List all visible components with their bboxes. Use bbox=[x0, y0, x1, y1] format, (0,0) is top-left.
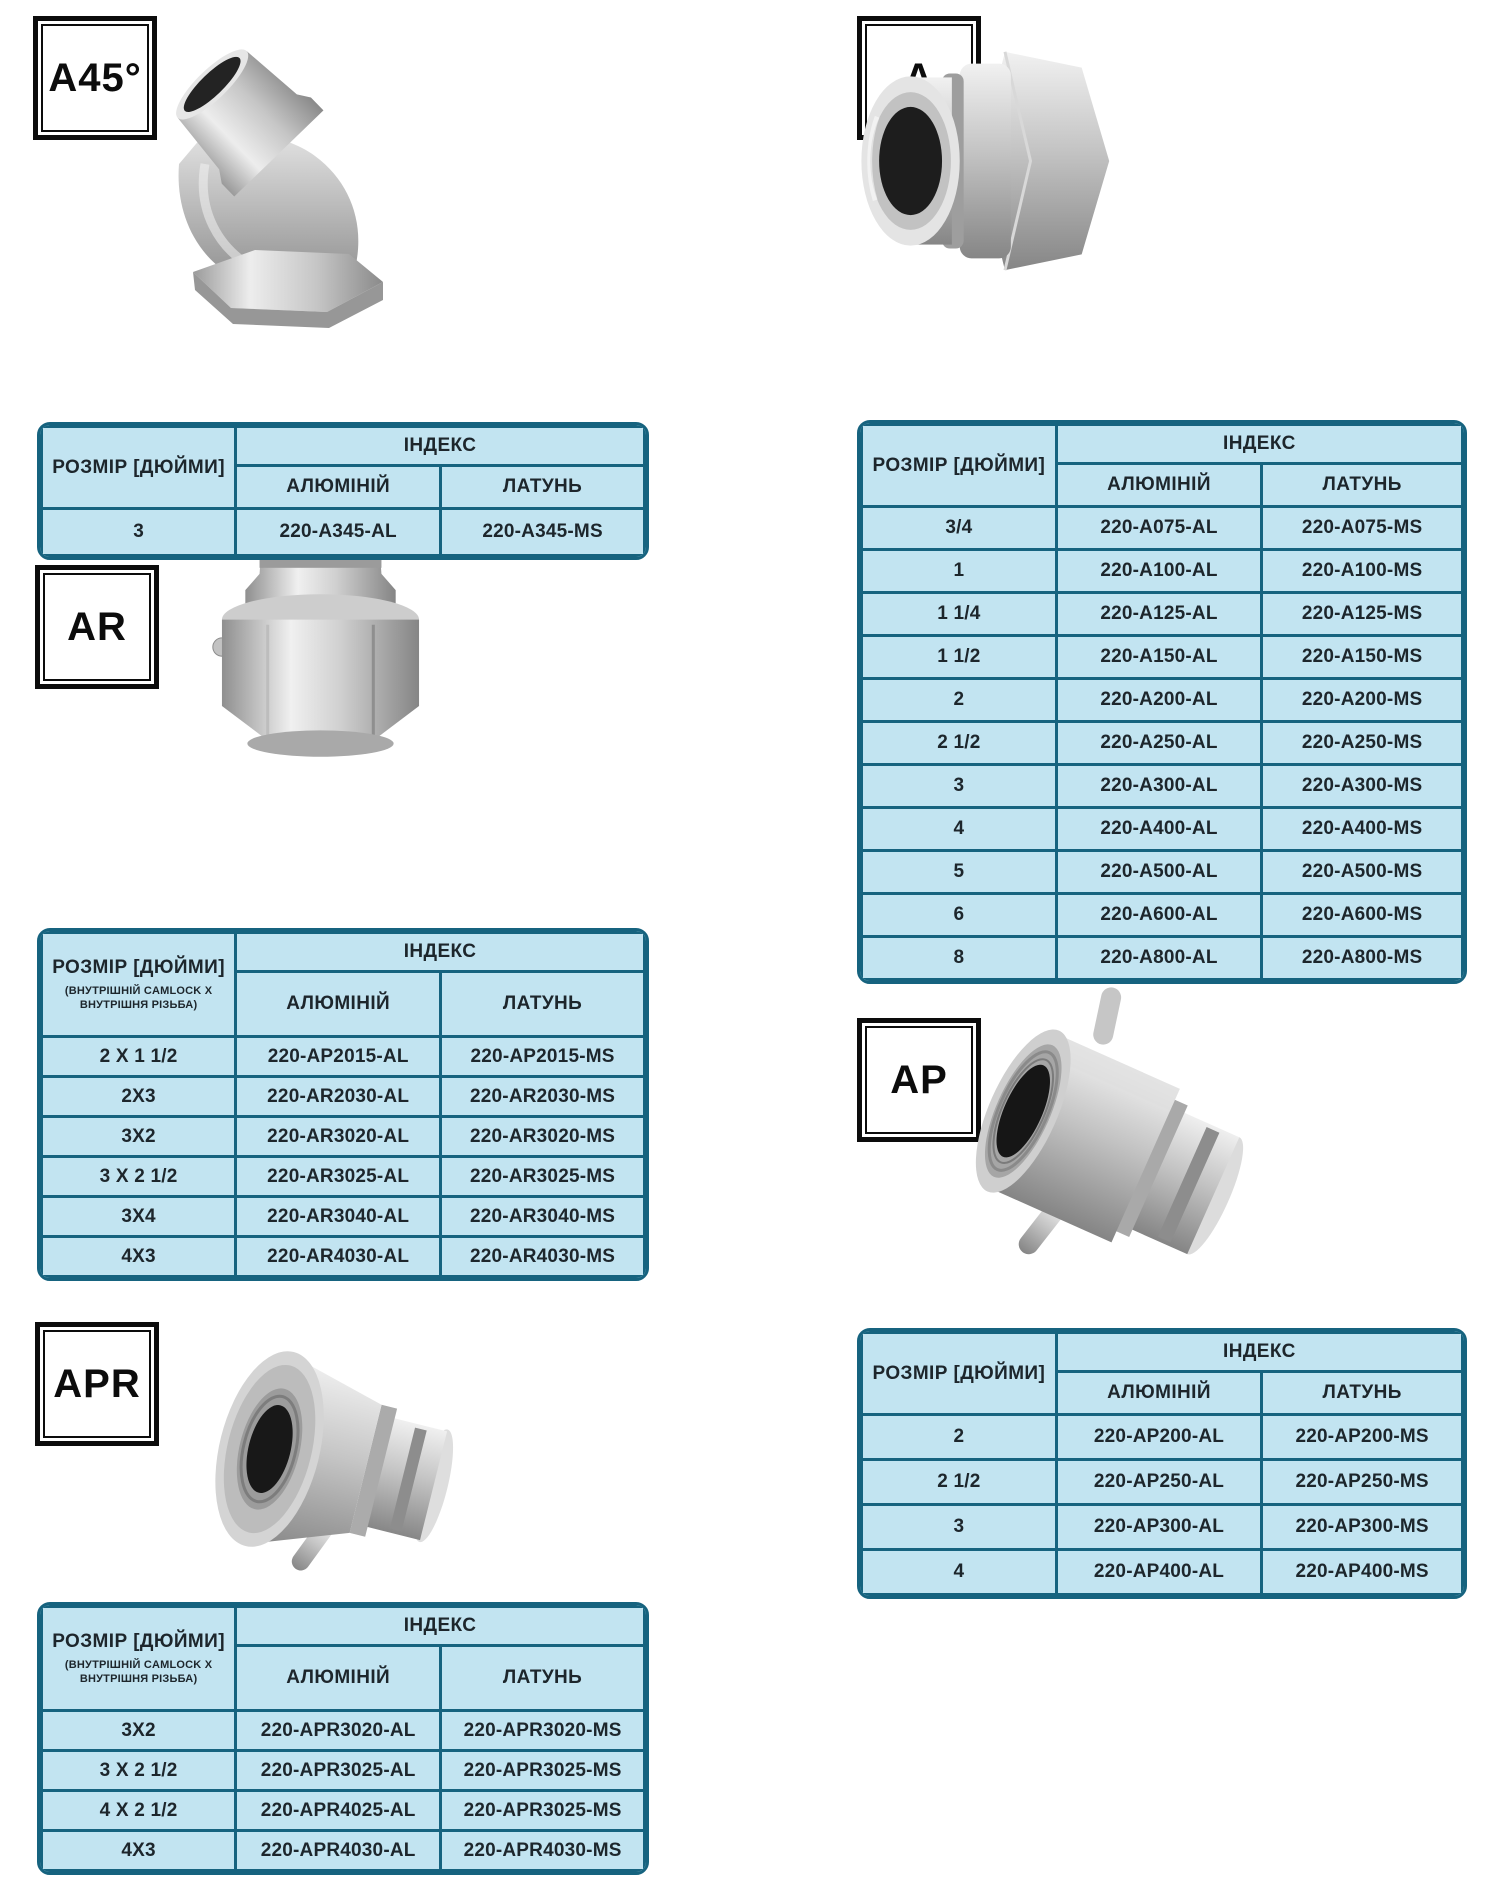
size-cell: 2 bbox=[862, 1415, 1057, 1460]
brass-header: ЛАТУНЬ bbox=[1262, 1372, 1463, 1415]
aluminium-code-cell: 220-A125-AL bbox=[1056, 593, 1262, 636]
size-cell: 3/4 bbox=[862, 507, 1057, 550]
aluminium-code-cell: 220-AR4030-AL bbox=[236, 1237, 441, 1277]
table-body bbox=[42, 509, 645, 556]
aluminium-code-cell: 220-A100-AL bbox=[1056, 550, 1262, 593]
brass-code-cell: 220-AR3020-MS bbox=[441, 1117, 645, 1157]
size-cell: 4 X 2 1/2 bbox=[42, 1791, 236, 1831]
size-header: РОЗМІР [ДЮЙМИ] bbox=[862, 425, 1057, 507]
aluminium-code-cell: 220-A500-AL bbox=[1056, 851, 1262, 894]
aluminium-code-cell: 220-A600-AL bbox=[1056, 894, 1262, 937]
ap-adapter-product-photo bbox=[948, 986, 1308, 1336]
apr-adapter-product-photo bbox=[172, 1312, 507, 1627]
a-index-table bbox=[857, 420, 1467, 984]
ap-index-table bbox=[857, 1328, 1467, 1599]
brass-code-cell: 220-AR3040-MS bbox=[441, 1197, 645, 1237]
table-row bbox=[42, 1117, 645, 1157]
size-cell: 1 1/2 bbox=[862, 636, 1057, 679]
size-cell: 1 bbox=[862, 550, 1057, 593]
table-row bbox=[862, 851, 1463, 894]
aluminium-code-cell: 220-A800-AL bbox=[1056, 937, 1262, 980]
table-row bbox=[42, 1751, 645, 1791]
size-cell: 2 bbox=[862, 679, 1057, 722]
aluminium-header: АЛЮМІНІЙ bbox=[236, 1646, 441, 1711]
aluminium-code-cell: 220-AR3020-AL bbox=[236, 1117, 441, 1157]
table-row bbox=[862, 550, 1463, 593]
aluminium-code-cell: 220-A150-AL bbox=[1056, 636, 1262, 679]
size-header: РОЗМІР [ДЮЙМИ] (ВНУТРІШНІЙ CAMLOCK X ВНУТРІШНЯ РІЗЬБА) bbox=[42, 1607, 236, 1711]
brass-code-cell: 220-A200-MS bbox=[1262, 679, 1463, 722]
table-row bbox=[862, 507, 1463, 550]
size-cell: 4 bbox=[862, 1550, 1057, 1595]
table-body bbox=[42, 1711, 645, 1871]
brass-code-cell: 220-AP250-MS bbox=[1262, 1460, 1463, 1505]
size-cell: 5 bbox=[862, 851, 1057, 894]
tag-label-apr: APR bbox=[53, 1361, 141, 1406]
tag-box-ar bbox=[35, 565, 159, 689]
brass-code-cell: 220-AR4030-MS bbox=[441, 1237, 645, 1277]
aluminium-code-cell: 220-A075-AL bbox=[1056, 507, 1262, 550]
brass-code-cell: 220-AP300-MS bbox=[1262, 1505, 1463, 1550]
table-row bbox=[862, 1460, 1463, 1505]
brass-code-cell: 220-APR3025-MS bbox=[441, 1791, 645, 1831]
brass-code-cell: 220-A400-MS bbox=[1262, 808, 1463, 851]
size-cell: 3 X 2 1/2 bbox=[42, 1751, 236, 1791]
table-row bbox=[862, 1550, 1463, 1595]
brass-code-cell: 220-APR4030-MS bbox=[441, 1831, 645, 1871]
brass-code-cell: 220-A300-MS bbox=[1262, 765, 1463, 808]
brass-code-cell: 220-AP400-MS bbox=[1262, 1550, 1463, 1595]
size-cell: 4X3 bbox=[42, 1831, 236, 1871]
size-cell: 2 X 1 1/2 bbox=[42, 1037, 236, 1077]
table-row bbox=[862, 593, 1463, 636]
table-row bbox=[862, 1505, 1463, 1550]
index-header: ІНДЕКС bbox=[236, 933, 645, 972]
brass-code-cell: 220-A075-MS bbox=[1262, 507, 1463, 550]
table-row bbox=[862, 722, 1463, 765]
brass-code-cell: 220-A600-MS bbox=[1262, 894, 1463, 937]
brass-code-cell: 220-A125-MS bbox=[1262, 593, 1463, 636]
aluminium-code-cell: 220-AR3040-AL bbox=[236, 1197, 441, 1237]
aluminium-code-cell: 220-APR3020-AL bbox=[236, 1711, 441, 1751]
a-adapter-product-photo bbox=[826, 16, 1121, 306]
table-row bbox=[42, 1791, 645, 1831]
a45-elbow-product-photo bbox=[135, 14, 400, 334]
table-row bbox=[42, 1197, 645, 1237]
brass-code-cell: 220-AR3025-MS bbox=[441, 1157, 645, 1197]
aluminium-code-cell: 220-APR4025-AL bbox=[236, 1791, 441, 1831]
brass-header: ЛАТУНЬ bbox=[1262, 464, 1463, 507]
size-header-note: (ВНУТРІШНІЙ CAMLOCK X ВНУТРІШНЯ РІЗЬБА) bbox=[64, 1658, 213, 1685]
aluminium-code-cell: 220-AP250-AL bbox=[1056, 1460, 1262, 1505]
size-cell: 3 bbox=[42, 509, 236, 556]
table-row bbox=[862, 679, 1463, 722]
aluminium-code-cell: 220-A400-AL bbox=[1056, 808, 1262, 851]
table-row bbox=[42, 1711, 645, 1751]
aluminium-header: АЛЮМІНІЙ bbox=[236, 972, 441, 1037]
table-row bbox=[42, 1077, 645, 1117]
size-header-note: (ВНУТРІШНІЙ CAMLOCK X ВНУТРІШНЯ РІЗЬБА) bbox=[64, 984, 213, 1011]
size-cell: 3X2 bbox=[42, 1117, 236, 1157]
brass-code-cell: 220-AR2030-MS bbox=[441, 1077, 645, 1117]
aluminium-code-cell: 220-AP2015-AL bbox=[236, 1037, 441, 1077]
table-row bbox=[42, 1157, 645, 1197]
aluminium-header: АЛЮМІНІЙ bbox=[1056, 464, 1262, 507]
aluminium-code-cell: 220-APR3025-AL bbox=[236, 1751, 441, 1791]
table-body bbox=[862, 507, 1463, 980]
size-cell: 1 1/4 bbox=[862, 593, 1057, 636]
aluminium-code-cell: 220-AR2030-AL bbox=[236, 1077, 441, 1117]
aluminium-code-cell: 220-A250-AL bbox=[1056, 722, 1262, 765]
aluminium-code-cell: 220-A200-AL bbox=[1056, 679, 1262, 722]
brass-code-cell: 220-APR3020-MS bbox=[441, 1711, 645, 1751]
table-body bbox=[42, 1037, 645, 1277]
brass-code-cell: 220-A800-MS bbox=[1262, 937, 1463, 980]
size-cell: 4 bbox=[862, 808, 1057, 851]
aluminium-code-cell: 220-A345-AL bbox=[236, 509, 441, 556]
tag-label-ap: AP bbox=[890, 1057, 948, 1102]
index-header: ІНДЕКС bbox=[1056, 1333, 1462, 1372]
brass-code-cell: 220-A100-MS bbox=[1262, 550, 1463, 593]
size-cell: 3 bbox=[862, 765, 1057, 808]
brass-header: ЛАТУНЬ bbox=[441, 466, 645, 509]
aluminium-header: АЛЮМІНІЙ bbox=[1056, 1372, 1262, 1415]
table-row bbox=[862, 1415, 1463, 1460]
table-row bbox=[862, 894, 1463, 937]
size-cell: 2 1/2 bbox=[862, 1460, 1057, 1505]
size-cell: 3X4 bbox=[42, 1197, 236, 1237]
table-row bbox=[42, 509, 645, 556]
apr-index-table bbox=[37, 1602, 649, 1875]
tag-label-ar: AR bbox=[67, 604, 127, 649]
brass-code-cell: 220-AP2015-MS bbox=[441, 1037, 645, 1077]
aluminium-header: АЛЮМІНІЙ bbox=[236, 466, 441, 509]
table-row bbox=[862, 937, 1463, 980]
aluminium-code-cell: 220-A300-AL bbox=[1056, 765, 1262, 808]
index-header: ІНДЕКС bbox=[236, 1607, 645, 1646]
tag-label-a45: A45° bbox=[48, 55, 142, 100]
table-row bbox=[42, 1237, 645, 1277]
size-cell: 8 bbox=[862, 937, 1057, 980]
aluminium-code-cell: 220-AP300-AL bbox=[1056, 1505, 1262, 1550]
ar-index-table bbox=[37, 928, 649, 1281]
table-row bbox=[42, 1831, 645, 1871]
brass-code-cell: 220-A250-MS bbox=[1262, 722, 1463, 765]
size-header: РОЗМІР [ДЮЙМИ] (ВНУТРІШНІЙ CAMLOCK X ВНУТРІШНЯ РІЗЬБА) bbox=[42, 933, 236, 1037]
index-header: ІНДЕКС bbox=[1056, 425, 1462, 464]
size-header: РОЗМІР [ДЮЙМИ] bbox=[42, 427, 236, 509]
size-header: РОЗМІР [ДЮЙМИ] bbox=[862, 1333, 1057, 1415]
brass-code-cell: 220-A345-MS bbox=[441, 509, 645, 556]
size-cell: 4X3 bbox=[42, 1237, 236, 1277]
brass-header: ЛАТУНЬ bbox=[441, 1646, 645, 1711]
tag-box-apr bbox=[35, 1322, 159, 1446]
size-cell: 3X2 bbox=[42, 1711, 236, 1751]
size-cell: 2X3 bbox=[42, 1077, 236, 1117]
a45-index-table bbox=[37, 422, 649, 560]
aluminium-code-cell: 220-AR3025-AL bbox=[236, 1157, 441, 1197]
table-row bbox=[862, 808, 1463, 851]
brass-code-cell: 220-APR3025-MS bbox=[441, 1751, 645, 1791]
index-header: ІНДЕКС bbox=[236, 427, 645, 466]
table-body bbox=[862, 1415, 1463, 1595]
brass-code-cell: 220-A150-MS bbox=[1262, 636, 1463, 679]
aluminium-code-cell: 220-AP200-AL bbox=[1056, 1415, 1262, 1460]
size-cell: 2 1/2 bbox=[862, 722, 1057, 765]
table-row bbox=[42, 1037, 645, 1077]
aluminium-code-cell: 220-AP400-AL bbox=[1056, 1550, 1262, 1595]
brass-code-cell: 220-A500-MS bbox=[1262, 851, 1463, 894]
table-row bbox=[862, 636, 1463, 679]
aluminium-code-cell: 220-APR4030-AL bbox=[236, 1831, 441, 1871]
size-cell: 3 bbox=[862, 1505, 1057, 1550]
brass-code-cell: 220-AP200-MS bbox=[1262, 1415, 1463, 1460]
table-row bbox=[862, 765, 1463, 808]
size-cell: 3 X 2 1/2 bbox=[42, 1157, 236, 1197]
size-cell: 6 bbox=[862, 894, 1057, 937]
brass-header: ЛАТУНЬ bbox=[441, 972, 645, 1037]
